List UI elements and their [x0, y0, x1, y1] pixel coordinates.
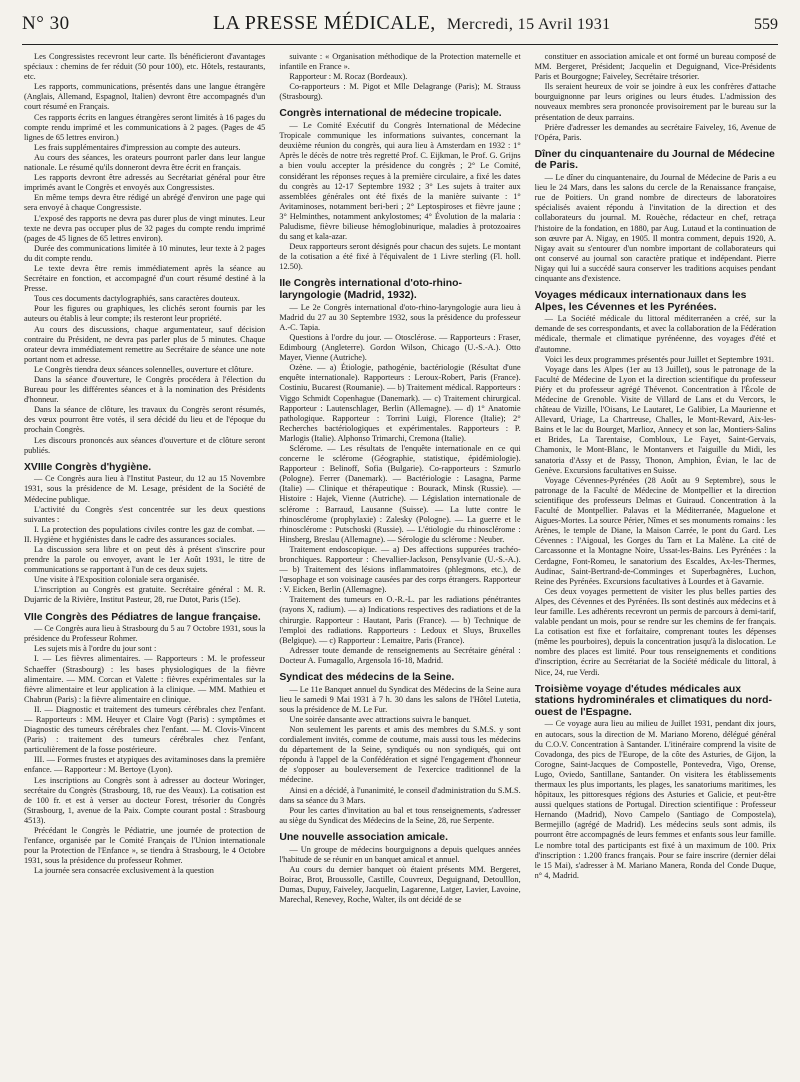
paragraph: Une visite à l'Exposition coloniale sera organisée. — [34, 575, 200, 585]
paragraph: Deux rapporteurs seront désignés pour chacun des sujets. Le montant de la cotisation a été fixé à l'équivalent de 1 Livre sterling (Fl. holl. 12.50). — [279, 242, 521, 272]
paragraph: — Ce Congrès aura lieu à Strasbourg du 5 au 7 Octobre 1931, sous la présidence du Professeur Rohmer. — [24, 624, 266, 644]
column-1 — [24, 52, 265, 1076]
paragraph: Les inscriptions au Congrès sont à adresser au docteur Woringer, secrétaire du Congrès (Strasbourg, 18, rue des Veaux). La cotisation est de 100 fr. et est à verser au docteur Forest, trésorier du Congrès (Strasbourg, 1, avenue de la Paix. Compte courant postal : Strasbourg 4513). — [24, 775, 266, 825]
column-3 — [535, 52, 776, 1076]
paragraph: Ainsi en a décidé, à l'unanimité, le conseil d'administration du S.M.S. dans sa séance du 3 Mars. — [279, 785, 521, 805]
paragraph: II. — Diagnostic et traitement des tumeurs cérébrales chez l'enfant. — Rapporteurs : MM. Heuyer et Claire Vogt (Paris) : symptômes et Diagnostic des tumeurs cérébrales chez l'enfant. — M. Clovis-Vincent (Paris) : traitement des tumeurs cérébrales chez l'enfant, particulièrement de la fosse postérieure. — [24, 704, 266, 755]
paragraph: Adresser toute demande de renseignements au Secrétaire général : Docteur A. Fumagallo, Argensola 16-18, Madrid. — [279, 645, 521, 665]
paragraph: Rapporteur : M. Rocaz (Bordeaux). — [289, 72, 408, 82]
paragraph: Au cours du dernier banquet où étaient présents MM. Bergeret, Boirac, Brot, Broussolle, Castille, Couvreux, Deguignand, Detoulllon, Dumas, Dupuy, Faiveley, Jacquelin, Lagarenne, Latger, Lavier, Lavoine, Marechal, Renevey, Roche, Walter, ils ont décidé de se — [279, 864, 521, 904]
page-number: 559 — [754, 16, 778, 33]
paragraph: Durée des communications limitée à 10 minutes, leur texte à 2 pages du dit compte rendu. — [24, 243, 266, 263]
paragraph: Voici les deux programmes présentés pour Juillet et Septembre 1931. — [544, 354, 774, 364]
paragraph: Tous ces documents dactylographiés, sans caractères douteux. — [34, 294, 240, 304]
paragraph: Pour les cartes d'invitation au bal et tous renseignements, s'adresser au siège du Syndicat des Médecins de la Seine, 28, rue Serpente. — [279, 805, 521, 825]
paragraph: — Le Comité Exécutif du Congrès International de Médecine Tropicale communique les informations suivantes, concernant la deuxième réunion du congrès, qui aura lieu à Amsterdam en 1932 : 1° Après le décès de notre très regretté Prof. C. Eijkman, le Prof. G. Grijns a bien voulu accepter la présidence du congrès ; 2° Le Comité, considérant les réponses reçues à la première circulaire, a fixé les dates du congrès au 12-17 Septembre 1932 ; 3° Les sujets à traiter aux assemblées générales ont été fixés de la manière suivante : 1° Avitaminoses, notamment beri-beri ; 2° Leptospiroses et fièvre jaune ; 3° Helminthes, notamment ankylostomes; 4° Évolution de la malaria : Paludisme, fièvre bilieuse hémoglobinurique, maladies à protozoaires du sang et kala-azar. — [279, 121, 521, 242]
journal-title: LA PRESSE MÉDICALE, — [213, 12, 436, 34]
paragraph: — Un groupe de médecins bourguignons a depuis quelques années l'habitude de se réunir en un banquet amical et annuel. — [279, 844, 521, 864]
section-heading: Syndicat des médecins de la Seine. — [279, 672, 455, 684]
paragraph: — Le 11e Banquet annuel du Syndicat des Médecins de la Seine aura lieu le samedi 9 Mai 1931 à 7 h. 30 dans les salons de l'Hôtel Lutetia, sous la présidence de M. Le Fur. — [279, 684, 521, 714]
paragraph: Une soirée dansante avec attractions suivra le banquet. — [289, 714, 471, 724]
paragraph: Dans la séance d'ouverture, le Congrès procédera à l'élection du Bureau pour les différentes séances et à la nomination des Présidents d'honneur. — [24, 375, 266, 405]
paragraph: Les rapports, communications, présentés dans une langue étrangère (Anglais, Allemand, Espagnol, Italien) devront être accompagnés d'un court résumé en Français. — [24, 82, 266, 112]
section-heading: Voyages médicaux internationaux dans les Alpes, les Cévennes et les Pyrénées. — [534, 290, 747, 313]
paragraph: Pour les figures ou graphiques, les clichés seront fournis par les auteurs ou établis à leur compte; ils resteront leur propriété. — [24, 304, 266, 324]
section-heading: Une nouvelle association amicale. — [279, 831, 448, 843]
paragraph: La discussion sera libre et on peut dès à présent s'inscrire pour prendre la parole ou envoyer, avant le 1er Août 1931, le titre de communications se rapportant à l'un de ces deux sujets. — [24, 545, 266, 575]
issue-number: N° 30 — [22, 13, 70, 34]
paragraph: III. — Formes frustes et atypiques des avitaminoses dans la première enfance. — Rapporteur : M. Bertoye (Lyon). — [24, 755, 266, 775]
paragraph: Voyage Cévennes-Pyrénées (28 Août au 9 Septembre), sous le patronage de la Faculté de Médecine de Montpellier et la direction scientifique des professeurs Delmas et Guiraud. Concentration à la Faculté de Montpellier. Palavas et la Méditerranée, Maguelone et Aigues-Mortes. La source Périer, Nîmes et ses monuments romains : les Arènes, le temple de Diane, la Maison Carrée, le pont du Gard. Les Cévennes : l'Aigoual, les Gorges du Tarn et La Malène. La cité de Carcassonne et la Montagne Noire, Ussat-les-Bains. Les Pyrénées : la Cerdagne, Font-Romeu, le sanatorium des Escaldes, Ax-les-Thermes, Audinac, Saint-Bertrand-de-Comminges et Superbagnères, Luchon, Reine des Pyrénées. Excursions facultatives à Lourdes et à Gavarnie. — [534, 475, 776, 586]
paragraph: Ces rapports écrits en langues étrangères seront limités à 16 pages du compte rendu imprimé et les communications à 2 pages. (Pages de 45 lignes de 65 lettres environ.) — [24, 112, 266, 142]
paragraph: Les sujets mis à l'ordre du jour sont : — [34, 644, 157, 654]
paragraph: Prière d'adresser les demandes au secrétaire Faiveley, 16, Avenue de l'Opéra, Paris. — [534, 122, 776, 142]
paragraph: — Ce voyage aura lieu au milieu de Juillet 1931, pendant dix jours, en autocars, sous la direction de M. Mariano Moreno, délégué général du C.O.V. Concentration à Santander. L'itinéraire comprend la visite de Covadonga, des pics de l'Europe, de la côte des Asturies, de Gijon, la Corogne, Saint-Jacques de Compostelle, Pontevedra, Vigo, Orense, Lugo, Oviedo, Santillane, Santander. On visitera les établissements thermaux les plus importants, les plages, les sanatoriums maritimes, les hôpitaux, les pittoresques régions des Asturies et Galicie, et peut-être aussi quelques stations de Portugal. Direction scientifique : Professeur Hernando (Madrid), Novo Campelo (Santiago de Compostela), Bermejillo (agrégé de Madrid). Les médecins seuls sont admis, ils pourront être accompagnés de leurs femmes et enfants sous leur famille. Le nombre total des participants est fixé à un maximum de 100. Prix d'inscription : 1.200 francs français. Pour se faire inscrire (dernier délai le 15 Mai), s'adresser à M. Mariano Manera, Ronda del Conde Duque, n° 4, Madrid. — [534, 719, 776, 880]
masthead — [22, 12, 778, 45]
section-heading: Dîner du cinquantenaire du Journal de Médecine de Paris. — [534, 148, 775, 172]
paragraph: I. La protection des populations civiles contre les gaz de combat. — II. Hygiène et hygiénistes dans le cadre des assurances sociales. — [24, 524, 266, 544]
paragraph: Co-rapporteurs : M. Pigot et Mlle Delagrange (Paris); M. Strauss (Strasbourg). — [279, 82, 521, 102]
paragraph: Les discours prononcés aux séances d'ouverture et de clôture seront publiés. — [24, 435, 266, 455]
paragraph: Voyage dans les Alpes (1er au 13 Juillet), sous le patronage de la Faculté de Médecine de Lyon et la direction scientifique du professeur Piéry et du professeur agrégé Thévenot. Concentration à l'École de Médecine de Grenoble. Visite de Villard de Lans et du Vercors, le château de Vizille, l'Oisans, Le Lautaret, Le Galibier, La Maurienne et Allevard, Uriage, La Chartreuse, Challes, le Mont-Revard, Aix-les-Bains et le lac du Bourget, Marlioz, Annecy et son lac, Montiers-Salins et Brides, La Tarentaise, Combloux, Le Fayet, Saint-Gervais, Chamonix, le Mont-Blanc, le Montanvers et l'aiguille du Midi, les sanatoria d'Assy et de Passy, Thonon, Amphion, Évian, le lac de Genève. Excursions facultatives en Suisse. — [534, 364, 776, 475]
paragraph: — Le dîner du cinquantenaire, du Journal de Médecine de Paris a eu lieu le 24 Mars, dans les salons du cercle de la Renaissance française, rue de Poitiers. Un grand nombre de directeurs de laboratoires spécialisés avaient répondu à l'invitation de la direction et des collaborateurs du journal. M. Rouèche, rédacteur en chef, retraça l'histoire de la fondation, en 1880, par Aug. Lutaud et la continuation de son œuvre par A. Nigay, en 1905. Il montra comment, depuis 1920, A. Nigay avait su s'entourer d'un nombre important de collaborateurs qui ont conservé au journal son caractère pratique et indépendant. Pierre Nigay qui lui a succédé saura conserver les traditions acquises pendant cinquante ans d'existence. — [534, 173, 776, 283]
article-columns — [24, 52, 776, 1076]
paragraph: Ces deux voyages permettent de visiter les plus belles parties des Alpes, des Cévennes et des Pyrénées. Ils sont destinés aux médecins et à leur famille. Les adhérents recevront un permis de parcours à demi-tarif, valable pendant un mois, pour se rendre sur les chemins de fer français. La cotisation est fixe et forfaitaire, comprenant toutes les dépenses (même les pourboires), depuis la concentration jusqu'à la dislocation. Le nombre des places est limité. Pour tous renseignements et conditions d'inscription, écrire au Secrétariat de la Société médicale du littoral, à Nice, 24, rue Verdi. — [534, 586, 776, 677]
paragraph: Le texte devra être remis immédiatement après la séance au Secrétaire en fonction, et accompagné d'un court résumé destiné à la Presse. — [24, 263, 266, 294]
paragraph: Précédant le Congrès le Pédiatrie, une journée de protection de l'enfance, organisée par le Comité Français de l'Union internationale pour la Protection de l'Enfance », se tiendra à Strasbourg, le 4 Octobre 1931, sous la présidence du professeur Rohmer. — [24, 826, 266, 866]
section-heading: Troisième voyage d'études médicales aux stations hydrominérales et climatiques du nord-ouest de l'Espagne. — [534, 683, 772, 718]
paragraph: Questions à l'ordre du jour. — Otosclérose. — Rapporteurs : Fraser, Edimbourg (Angleterre). Gordon Wilson, Chicago (U.-S.-A.). Otto Mayer, Vienne (Autriche). — [279, 332, 521, 363]
paragraph: — Le 2e Congrès international d'oto-rhino-laryngologie aura lieu à Madrid du 27 au 30 Septembre 1932, sous la présidence du professeur A.-C. Tapia. — [279, 302, 521, 332]
issue-date: Mercredi, 15 Avril 1931 — [447, 16, 611, 33]
column-2 — [279, 52, 520, 1076]
paragraph: Au cours des discussions, chaque argumentateur, sauf décision contraire du Président, ne devra pas parler plus de 5 minutes. Chaque orateur devra immédiatement remettre au Secrétaire de séance une note portant nom et adresse. — [24, 324, 266, 364]
paragraph: Ils seraient heureux de voir se joindre à eux les confrères d'attache bourguignonne par leurs origines ou leurs études. L'admission des nouveaux membres sera prononcée provisoirement par le bureau sur la présentation de deux parrains. — [534, 82, 776, 122]
paragraph: Non seulement les parents et amis des membres du S.M.S. y sont cordialement invités, comme de coutume, mais aussi tous les médecins du département de la Seine, syndiqués ou non syndiqués, qui ont répondu à l'appel de la Confédération et signé l'engagement d'honneur de s'opposer au bouleversement de l'exercice traditionnel de la médecine. — [279, 725, 521, 785]
paragraph: Ozène. — a) Étiologie, pathogénie, bactériologie (Résultat d'une enquête internationale). Rapporteurs : Leroux-Robert, Paris (France). Costiniu, Bucarest (Roumanie). — b) Traitement médical. Rapporteurs : Viggo Schmidt Copenhague (Danemark). — c) Traitement chirurgical. Rapporteur : Lautenschlager, Berlin (Allemagne). — d) 1° Anatomie pathologique. Rapporteur : Torrini Luigi, Florence (Italie); 2° Recherches bactériologiques et expérimentales. Rapporteurs : P. Marlogis (Italie). Alphonso Trimarchi, Cremona (Italie). — [279, 363, 521, 443]
paragraph: suivante : « Organisation méthodique de la Protection maternelle et infantile en France ». — [279, 52, 521, 72]
paragraph: constituer en association amicale et ont formé un bureau composé de MM. Bergeret, Président; Jacquelin et Deguignand, Vice-Présidents Paris et Bourgogne; Faiveley, Secrétaire trésorier. — [534, 52, 776, 82]
paragraph: — Ce Congrès aura lieu à l'Institut Pasteur, du 12 au 15 Novembre 1931, sous la présidence de M. Lesage, président de la Société de Médecine publique. — [24, 474, 266, 504]
paragraph: La journée sera consacrée exclusivement à la question — [34, 866, 214, 876]
paragraph: Les Congressistes recevront leur carte. Ils bénéficieront d'avantages spéciaux : chemins de fer réduit (50 pour 100), etc. Hôtels, restaurants, etc. — [24, 52, 266, 82]
paragraph: Les rapports devront être adressés au Secrétariat général pour être imprimés avant le Congrès et envoyés aux Congressistes. — [24, 173, 266, 193]
paragraph: Les frais supplémentaires d'impression au compte des auteurs. — [34, 142, 241, 152]
paragraph: Sclérome. — Les résultats de l'enquête internationale en ce qui concerne le sclérome (Géographie, statistique, épidémiologie). Rapporteur : Belinoff, Sofia (Bulgarie). Co-rapporteurs : Szmurlo (Pologne). Ferrer (Danemark). — Bactériologie : Lasagna, Parme (Italie) — Clinique et thérapeutique : Bourack, Minsk (Russie). — Histoire : Hajek, Vienne (Autriche). — Législation internationale de sclérome : Barraud, Lausanne (Suisse). — La lutte contre le rhinosclérome (prophylaxie) : Zalesky (Pologne). — La guerre et le rhinosclérome : Putschoski (Russie). — L'étiologie du rhinosclérome : Hinsberg, Breslau (Allemagne). — Sérologie du sclérome : Neuber. — [279, 443, 521, 544]
paragraph: L'exposé des rapports ne devra pas durer plus de vingt minutes. Leur texte ne devra pas occuper plus de 32 pages du compte rendu imprimé (pages de 45 lignes de 65 lettres environ). — [24, 213, 266, 243]
paragraph: En même temps devra être rédigé un abrégé d'environ une page qui sera envoyé à chaque Congressiste. — [24, 193, 266, 213]
paragraph: Dans la séance de clôture, les travaux du Congrès seront résumés, des vœux pourront être votés, il sera décidé du lieu et de l'époque du prochain Congrès. — [24, 405, 266, 435]
section-heading: Congrès international de médecine tropicale. — [279, 108, 502, 120]
journal-title-line — [213, 12, 611, 35]
paragraph: Traitement des tumeurs en O.-R.-L. par les radiations pénétrantes (rayons X, radium). — a) Indications respectives des radiations et de la chirurgie. Rapporteur : Hautant, Paris (France). — b) Technique de l'emploi des radiations. Rapporteurs : Ledoux et Sluys, Bruxelles (Belgique). — c) Rapporteur : Lemaitre, Paris (France). — [279, 595, 521, 645]
paragraph: Au cours des séances, les orateurs pourront parler dans leur langue nationale. Le résumé qu'ils donneront devra être écrit en français. — [24, 152, 266, 173]
section-heading: XVIIIe Congrès d'hygiène. — [24, 461, 152, 473]
paragraph: L'inscription au Congrès est gratuite. Secrétaire général : M. R. Dujarric de la Rivière, Institut Pasteur, 28, rue Dutot, Paris (15e). — [24, 585, 266, 605]
section-heading: VIIe Congrès des Pédiatres de langue française. — [24, 611, 261, 623]
paragraph: Traitement endoscopique. — a) Des affections suppurées trachéo-bronchiques. Rapporteur : Chevallier-Jackson, Pensylvanie (U.-S.-A.). — b) Traitement des lésions inflammatoires (phlegmons, etc.), de l'œsophage et son voisinage causées par des corps étrangers. Rapporteur : V. Eicken, Berlin (Allemagne). — [279, 544, 521, 595]
paragraph: I. — Les fièvres alimentaires. — Rapporteurs : M. le professeur Schaeffer (Strasbourg) : les bases physiologiques de la fièvre alimentaire. — MM. Corcan et Valette : fièvres expérimentales sur la fièvre alimentaire et leur application à la clinique. — MM. Mathieu et Chabrun (Paris) : la fièvre alimentaire en clinique. — [24, 654, 266, 704]
section-heading: IIe Congrès international d'oto-rhino-laryngologie (Madrid, 1932). — [279, 278, 462, 302]
paragraph: — La Société médicale du littoral méditerranéen a créé, sur la demande de ses correspondants, et avec la collaboration de la Fédération médicale, thermale et climatique pyrénéenne, des voyages d'été et d'automne. — [534, 314, 776, 354]
paragraph: L'activité du Congrès s'est concentrée sur les deux questions suivantes : — [24, 504, 266, 524]
paragraph: Le Congrès tiendra deux séances solennelles, ouverture et clôture. — [34, 364, 254, 374]
